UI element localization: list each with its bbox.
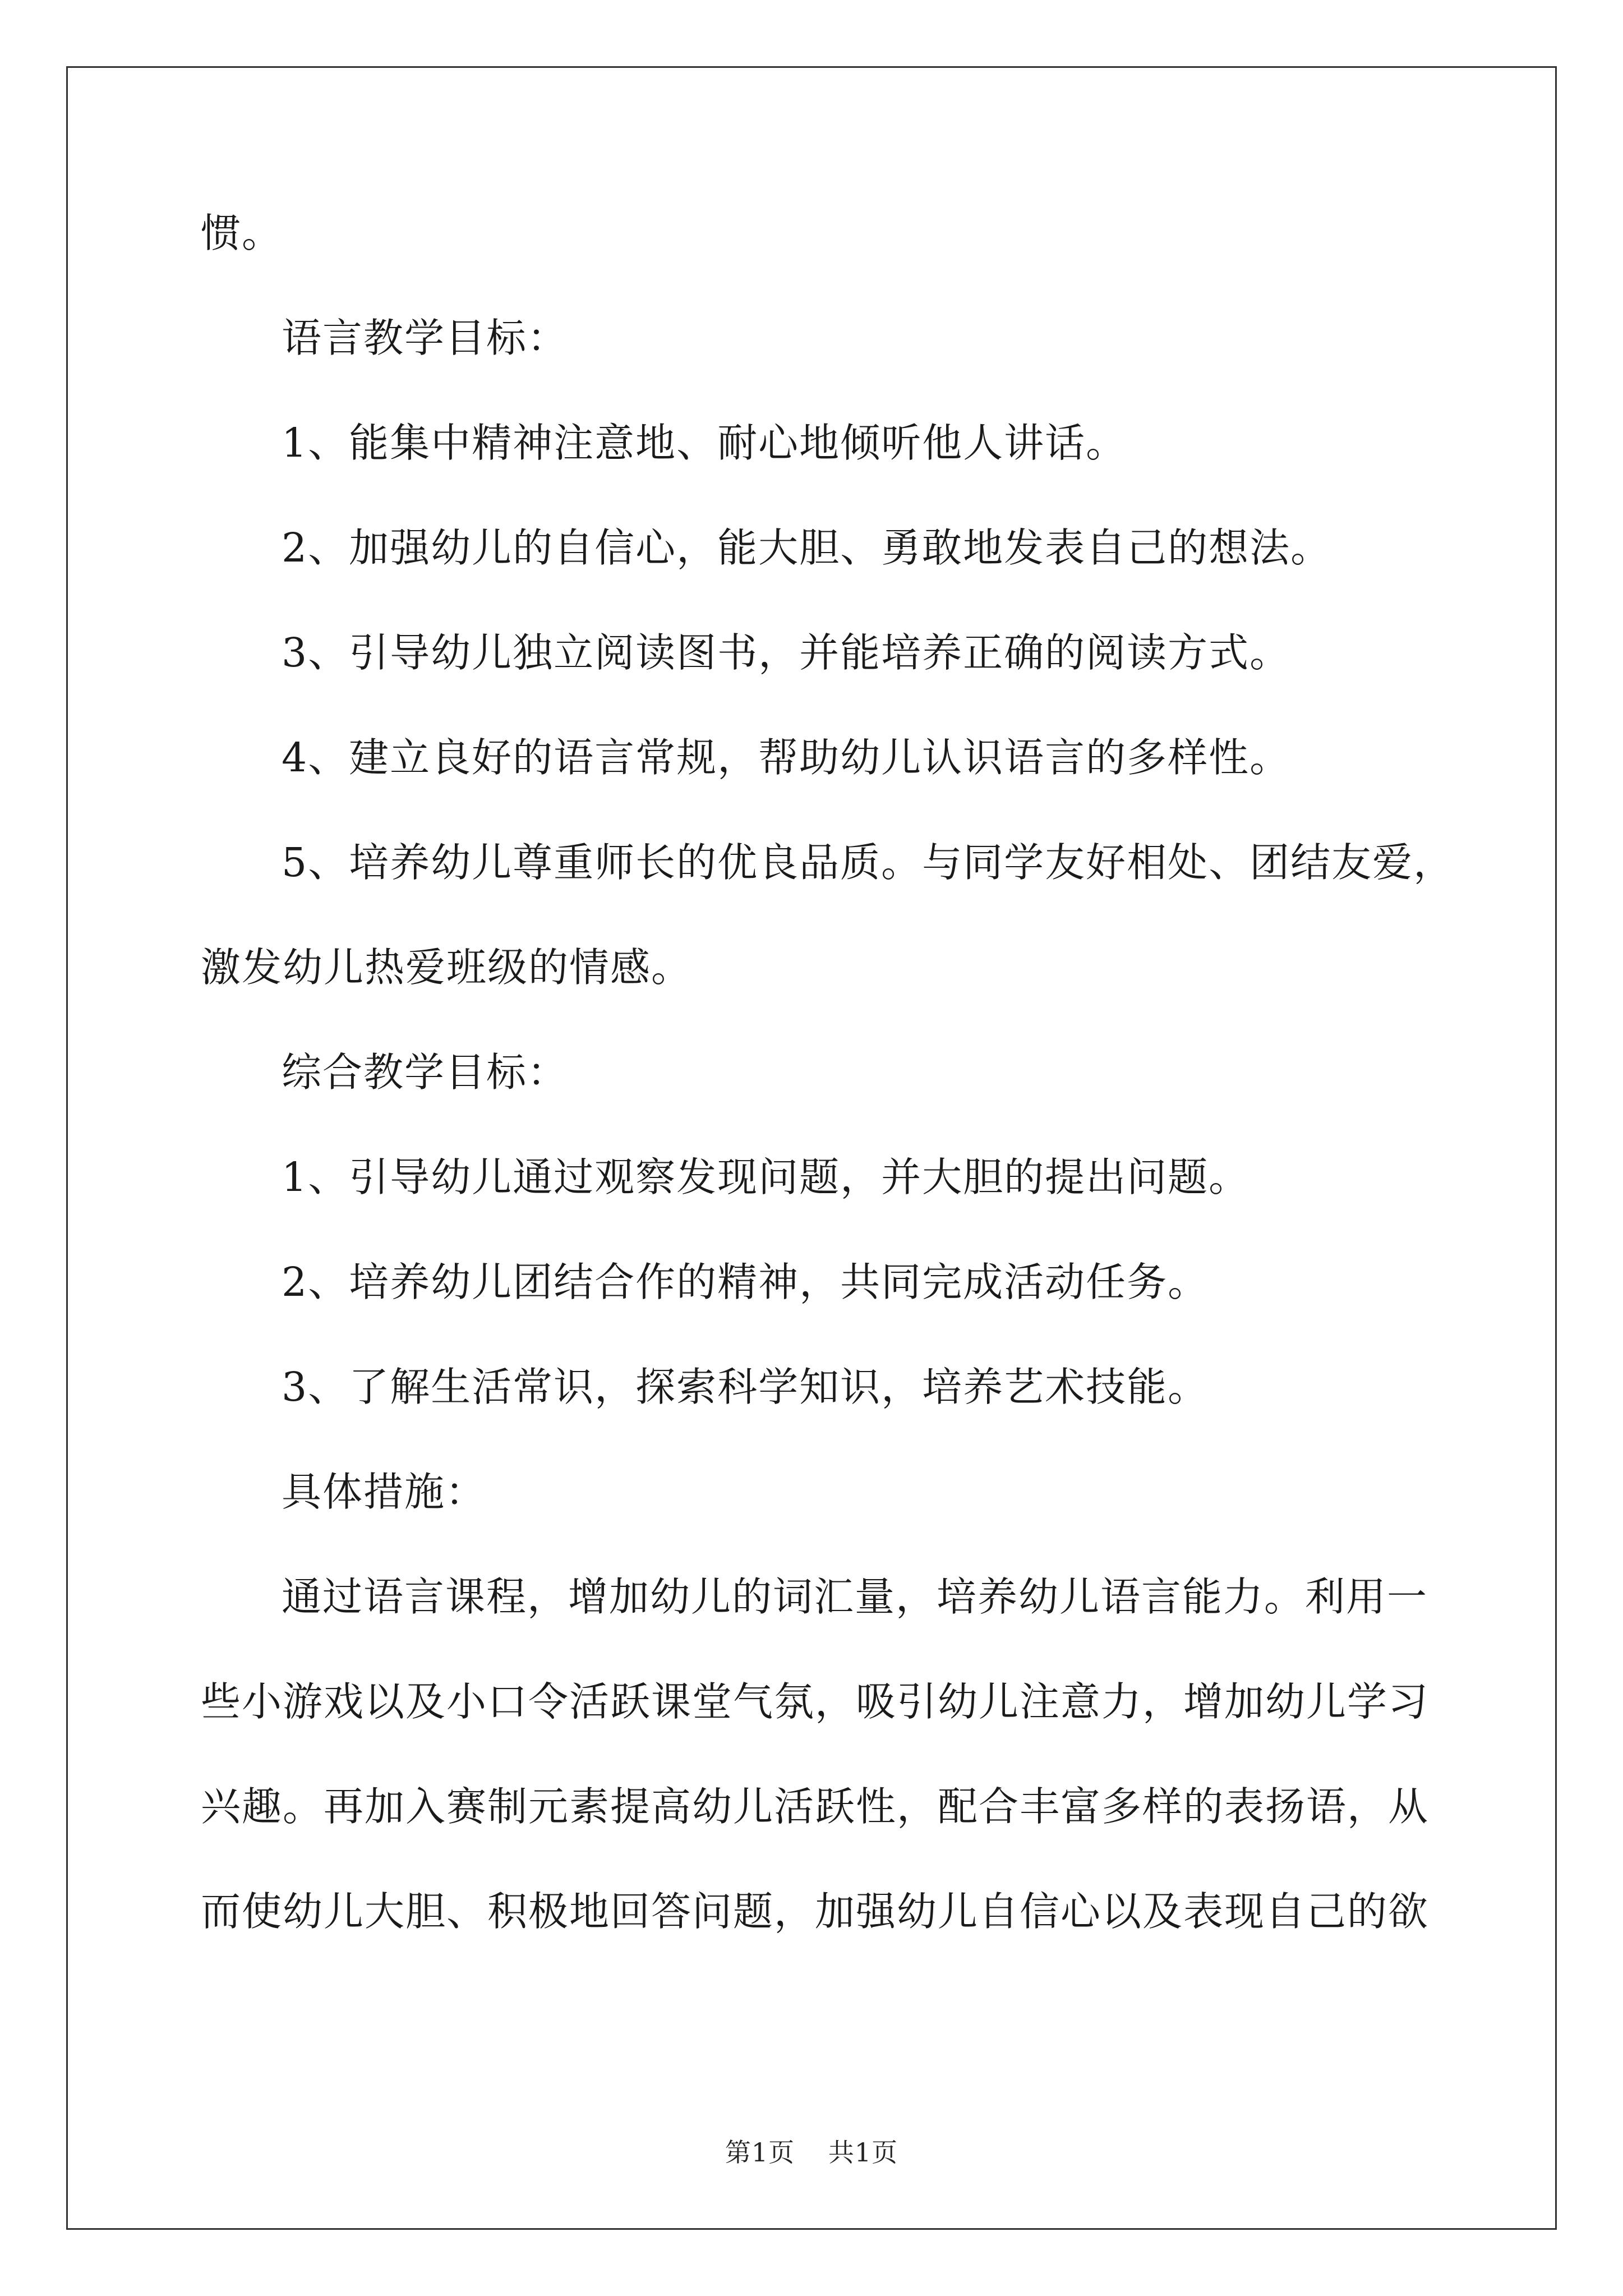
- section-heading-language-goals: 语言教学目标：: [282, 315, 569, 361]
- list-item: 4、建立良好的语言常规，帮助幼儿认识语言的多样性。: [282, 734, 1291, 781]
- list-item: 1、引导幼儿通过观察发现问题，并大胆的提出问题。: [282, 1154, 1250, 1200]
- list-item: 2、培养幼儿团结合作的精神，共同完成活动任务。: [282, 1259, 1209, 1305]
- list-item: 3、引导幼儿独立阅读图书，并能培养正确的阅读方式。: [282, 629, 1291, 676]
- list-item: 2、加强幼儿的自信心，能大胆、勇敢地发表自己的想法。: [282, 524, 1332, 571]
- list-item: 3、了解生活常识，探索科学知识，培养艺术技能。: [282, 1364, 1209, 1410]
- page-footer: [0, 2138, 1623, 2166]
- page-total: 共1页: [828, 2137, 898, 2168]
- text-line: 激发幼儿热爱班级的情感。: [201, 944, 693, 991]
- text-line: 惯。: [201, 210, 283, 256]
- list-item: 5、培养幼儿尊重师长的优良品质。与同学友好相处、团结友爱，: [282, 839, 1455, 886]
- section-heading-measures: 具体措施：: [282, 1469, 487, 1515]
- paragraph-line: 些小游戏以及小口令活跃课堂气氛，吸引幼儿注意力，增加幼儿学习: [201, 1678, 1430, 1725]
- document-body: [201, 210, 1455, 1996]
- list-item: 1、能集中精神注意地、耐心地倾听他人讲话。: [282, 420, 1127, 466]
- paragraph-line: 而使幼儿大胆、积极地回答问题，加强幼儿自信心以及表现自己的欲: [201, 1888, 1430, 1935]
- paragraph-line: 兴趣。再加入赛制元素提高幼儿活跃性，配合丰富多样的表扬语，从: [201, 1783, 1430, 1830]
- page-number: 第1页: [725, 2137, 795, 2168]
- paragraph-line: 通过语言课程，增加幼儿的词汇量，培养幼儿语言能力。利用一: [282, 1573, 1428, 1620]
- section-heading-comprehensive-goals: 综合教学目标：: [282, 1049, 569, 1096]
